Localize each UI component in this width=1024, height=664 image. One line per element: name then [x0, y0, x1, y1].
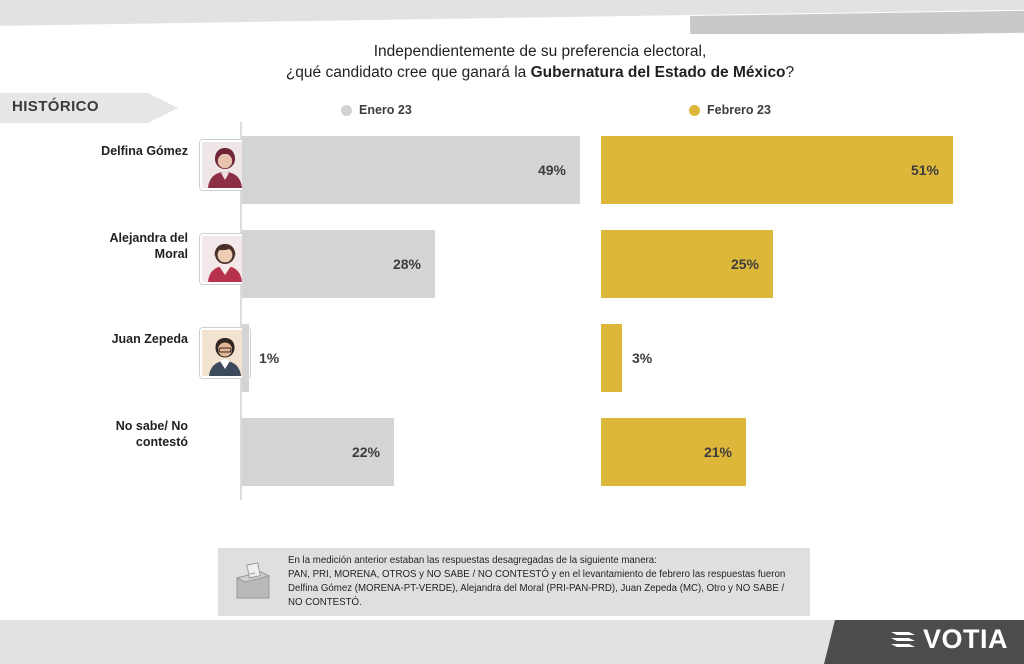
question-line-2-bold: Gubernatura del Estado de México — [530, 63, 786, 81]
bar-enero-alejandra — [242, 230, 435, 298]
legend-label-febrero: Febrero 23 — [707, 103, 771, 117]
question-line-2-post: ? — [785, 63, 795, 81]
footer-band — [0, 620, 1024, 664]
row-label-line2: Moral — [154, 246, 188, 261]
historico-badge-label: HISTÓRICO — [12, 98, 99, 115]
footnote-line-2: PAN, PRI, MORENA, OTROS y NO SABE / NO CONTESTÓ y en el levantamiento de febrero las respuestas fueron — [288, 568, 786, 580]
chart-row — [0, 122, 1024, 216]
bar-febrero-nosabe — [601, 418, 746, 486]
bar-enero-delfina — [242, 136, 580, 204]
historico-badge — [0, 93, 178, 123]
footnote-line-3: Delfina Gómez (MORENA-PT-VERDE), Alejandra del Moral (PRI-PAN-PRD), Juan Zepeda (MC), Otro y NO SABE / — [288, 583, 785, 594]
votia-logo-mark-icon — [889, 627, 919, 653]
votia-logo — [889, 624, 1008, 655]
row-label-delfina — [8, 144, 188, 160]
legend-item-enero — [341, 103, 412, 117]
legend-dot-febrero-icon — [689, 105, 700, 116]
bar-febrero-delfina — [601, 136, 953, 204]
bar-enero-juan — [242, 324, 280, 392]
bar-value-enero-alejandra: 28% — [392, 256, 421, 272]
row-label-line1: Juan Zepeda — [111, 332, 188, 346]
footnote-line-4: NO CONTESTÓ. — [288, 597, 362, 609]
footnote-line-1: En la medición anterior estaban las respuestas desagregadas de la siguiente manera: — [288, 554, 657, 566]
chart-row — [0, 310, 1024, 404]
legend-label-enero: Enero 23 — [359, 103, 412, 117]
row-label-line1: Alejandra del — [109, 231, 188, 245]
question-line-2 — [160, 63, 920, 84]
question-line-1: Independientemente de su preferencia electoral, — [373, 43, 707, 60]
chart-rows — [0, 122, 1024, 498]
row-label-alejandra — [8, 231, 188, 262]
footnote-text — [288, 554, 795, 610]
legend-dot-enero-icon — [341, 105, 352, 116]
row-label-nosabe — [8, 419, 188, 450]
bar-value-febrero-delfina: 51% — [910, 162, 939, 178]
page-title — [160, 42, 920, 84]
bar-value-enero-juan: 1% — [259, 350, 280, 366]
row-label-line1: Delfina Gómez — [101, 144, 188, 158]
row-label-line1: No sabe/ No — [115, 419, 188, 433]
chart-row — [0, 404, 1024, 498]
legend-item-febrero — [689, 103, 771, 117]
bar-value-febrero-alejandra: 25% — [730, 256, 759, 272]
bar-enero-nosabe — [242, 418, 394, 486]
bar-value-enero-delfina: 49% — [537, 162, 566, 178]
chart-row — [0, 216, 1024, 310]
bar-value-febrero-juan: 3% — [632, 350, 653, 366]
top-decorative-band — [0, 0, 1024, 34]
bar-febrero-juan — [601, 324, 653, 392]
bar-value-enero-nosabe: 22% — [351, 444, 380, 460]
row-label-juan — [8, 332, 188, 348]
footnote-box — [218, 548, 810, 616]
question-line-2-pre: ¿qué candidato cree que ganará la — [285, 63, 531, 81]
ballot-box-icon — [218, 560, 288, 604]
votia-logo-text: VOTIA — [922, 624, 1008, 654]
row-label-line2: contestó — [135, 434, 188, 449]
bar-febrero-alejandra — [601, 230, 773, 298]
bar-value-febrero-nosabe: 21% — [703, 444, 732, 460]
